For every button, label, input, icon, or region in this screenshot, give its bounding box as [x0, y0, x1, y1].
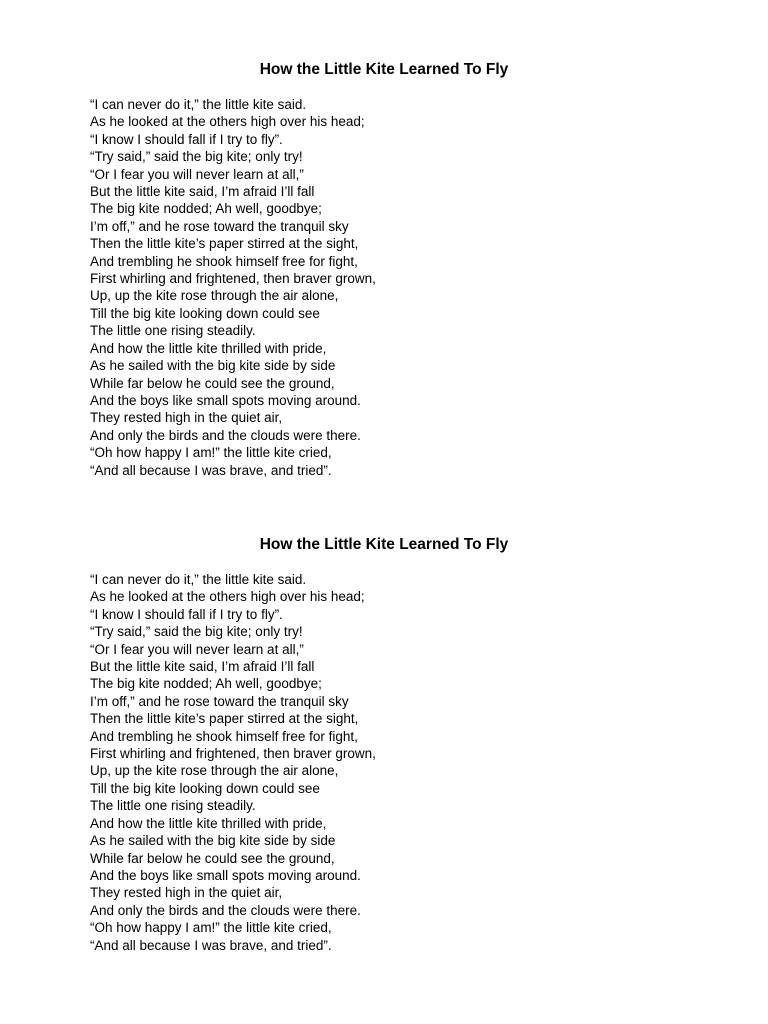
poem-lines — [0, 96, 768, 479]
poem-line: While far below he could see the ground, — [90, 375, 335, 391]
poem-line: They rested high in the quiet air, — [90, 885, 283, 901]
poem-line: “Try said,” said the big kite; only try! — [90, 624, 303, 640]
poem-block-1 — [0, 60, 768, 479]
poem-line: But the little kite said, I’m afraid I’ll fall — [90, 659, 315, 675]
poem-line: As he sailed with the big kite side by side — [90, 358, 336, 374]
poem-line: And how the little kite thrilled with pride, — [90, 815, 327, 831]
poem-title: How the Little Kite Learned To Fly — [259, 61, 509, 78]
poem-line: While far below he could see the ground, — [90, 850, 335, 866]
poem-line: They rested high in the quiet air, — [90, 410, 283, 426]
poem-line: Then the little kite’s paper stirred at the sight, — [90, 236, 359, 252]
poem-line: As he sailed with the big kite side by side — [90, 833, 336, 849]
poem-line: Till the big kite looking down could see — [90, 305, 320, 321]
poem-line: The big kite nodded; Ah well, goodbye; — [90, 201, 322, 217]
poem-lines — [0, 571, 768, 954]
poem-line: “I know I should fall if I try to fly”. — [90, 606, 283, 622]
poem-line: And the boys like small spots moving around. — [90, 867, 361, 883]
poem-line: First whirling and frightened, then braver grown, — [90, 271, 376, 287]
poem-line: “Or I fear you will never learn at all,” — [90, 641, 304, 657]
poem-line: And trembling he shook himself free for fight, — [90, 728, 358, 744]
poem-line: And only the birds and the clouds were there. — [90, 902, 361, 918]
poem-line: The big kite nodded; Ah well, goodbye; — [90, 676, 322, 692]
poem-line: But the little kite said, I’m afraid I’ll fall — [90, 184, 315, 200]
poem-line: The little one rising steadily. — [90, 323, 256, 339]
poem-line: And the boys like small spots moving around. — [90, 392, 361, 408]
poem-title: How the Little Kite Learned To Fly — [259, 536, 509, 553]
poem-line: Up, up the kite rose through the air alone, — [90, 763, 339, 779]
poem-line: “I can never do it,” the little kite said. — [90, 97, 307, 112]
poem-line: And only the birds and the clouds were there. — [90, 427, 361, 443]
poem-line: “And all because I was brave, and tried”. — [90, 937, 332, 953]
poem-line: Till the big kite looking down could see — [90, 780, 320, 796]
poem-line: “Oh how happy I am!” the little kite cried, — [90, 445, 332, 461]
poem-line: “Oh how happy I am!” the little kite cried, — [90, 920, 332, 936]
poem-line: “I can never do it,” the little kite said. — [90, 572, 307, 587]
poem-line: First whirling and frightened, then braver grown, — [90, 746, 376, 762]
poem-line: And how the little kite thrilled with pride, — [90, 340, 327, 356]
poem-line: “Try said,” said the big kite; only try! — [90, 149, 303, 165]
poem-line: “And all because I was brave, and tried”. — [90, 462, 332, 478]
poem-line: As he looked at the others high over his head; — [90, 114, 365, 130]
poem-line: “I know I should fall if I try to fly”. — [90, 131, 283, 147]
poem-block-2 — [0, 535, 768, 954]
poem-line: As he looked at the others high over his head; — [90, 589, 365, 605]
poem-line: The little one rising steadily. — [90, 798, 256, 814]
poem-line: I’m off,” and he rose toward the tranquil sky — [90, 693, 349, 709]
poem-line: I’m off,” and he rose toward the tranquil sky — [90, 218, 349, 234]
poem-line: Then the little kite’s paper stirred at the sight, — [90, 711, 359, 727]
poem-line: “Or I fear you will never learn at all,” — [90, 166, 304, 182]
poem-line: And trembling he shook himself free for fight, — [90, 253, 358, 269]
poem-line: Up, up the kite rose through the air alone, — [90, 288, 339, 304]
